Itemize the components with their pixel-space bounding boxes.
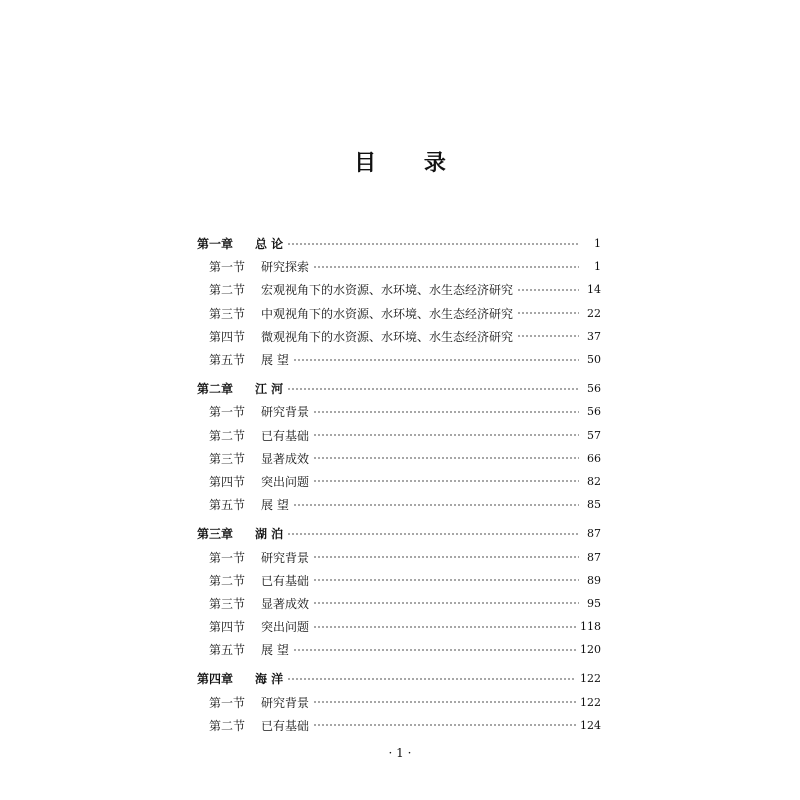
- toc-section-entry: [197, 615, 601, 638]
- page-number: 87: [587, 550, 601, 564]
- dot-leader: [517, 284, 579, 296]
- section-number: 第二节: [209, 283, 246, 298]
- dot-leader: [293, 644, 576, 656]
- section-number: 第二节: [209, 718, 246, 733]
- chapter-number: 第二章: [197, 382, 234, 397]
- dot-leader: [313, 696, 576, 708]
- section-title: 显著成效: [261, 451, 310, 466]
- section-title: 宏观视角下的水资源、水环境、水生态经济研究: [261, 283, 514, 298]
- dot-leader: [313, 429, 579, 441]
- toc-chapter-entry: [197, 667, 601, 690]
- section-title: 微观视角下的水资源、水环境、水生态经济研究: [261, 329, 514, 344]
- section-title: 展 望: [261, 498, 289, 513]
- section-title: 显著成效: [261, 596, 310, 611]
- section-title: 已有基础: [261, 573, 310, 588]
- page-number: 56: [587, 382, 601, 396]
- dot-leader: [287, 528, 579, 540]
- chapter-number: 第三章: [197, 527, 234, 542]
- page-number: 66: [587, 451, 601, 465]
- page-number: 89: [587, 573, 601, 587]
- section-number: 第二节: [209, 428, 246, 443]
- section-number: 第四节: [209, 474, 246, 489]
- chapter-number: 第一章: [197, 237, 234, 252]
- dot-leader: [313, 551, 579, 563]
- dot-leader: [287, 238, 579, 250]
- dot-leader: [313, 621, 576, 633]
- section-number: 第三节: [209, 306, 246, 321]
- section-number: 第五节: [209, 353, 246, 368]
- page-number: 57: [587, 428, 601, 442]
- page-number: 22: [587, 306, 601, 320]
- section-number: 第三节: [209, 596, 246, 611]
- dot-leader: [313, 452, 579, 464]
- chapter-title: 海 洋: [255, 672, 284, 687]
- section-title: 展 望: [261, 353, 289, 368]
- dot-leader: [313, 719, 576, 731]
- dot-leader: [287, 383, 579, 395]
- page-title: 目 录: [354, 151, 466, 176]
- toc-chapter-entry: [197, 232, 601, 255]
- section-title: 研究探索: [261, 260, 310, 275]
- section-number: 第一节: [209, 550, 246, 565]
- toc-section-entry: [197, 302, 601, 325]
- section-number: 第五节: [209, 498, 246, 513]
- page-number: 85: [587, 498, 601, 512]
- section-number: 第四节: [209, 620, 246, 635]
- dot-leader: [287, 673, 576, 685]
- dot-leader: [313, 261, 579, 273]
- toc-section-entry: [197, 470, 601, 493]
- page-number: 120: [580, 643, 601, 657]
- chapter-title: 江 河: [255, 382, 284, 397]
- section-number: 第一节: [209, 260, 246, 275]
- page-number: 122: [580, 695, 601, 709]
- toc-section-entry: [197, 278, 601, 301]
- dot-leader: [313, 597, 579, 609]
- section-number: 第一节: [209, 695, 246, 710]
- toc-section-entry: [197, 424, 601, 447]
- chapter-number: 第四章: [197, 672, 234, 687]
- toc-section-entry: [197, 569, 601, 592]
- chapter-title: 总 论: [255, 237, 284, 252]
- toc-section-entry: [197, 447, 601, 470]
- section-title: 研究背景: [261, 405, 310, 420]
- page-number: 1: [594, 237, 601, 251]
- page-number: 50: [587, 353, 601, 367]
- dot-leader: [517, 330, 579, 342]
- page-number: 122: [580, 672, 601, 686]
- toc-section-entry: [197, 592, 601, 615]
- page-number: 1: [594, 260, 601, 274]
- dot-leader: [293, 499, 579, 511]
- table-of-contents: [197, 232, 601, 737]
- page-number: 37: [587, 329, 601, 343]
- page-number: 87: [587, 527, 601, 541]
- section-title: 突出问题: [261, 474, 310, 489]
- page-number: 95: [587, 596, 601, 610]
- section-number: 第四节: [209, 329, 246, 344]
- section-number: 第一节: [209, 405, 246, 420]
- toc-chapter-entry: [197, 377, 601, 400]
- page-number: 82: [587, 474, 601, 488]
- toc-section-entry: [197, 691, 601, 714]
- toc-section-entry: [197, 400, 601, 423]
- toc-section-entry: [197, 325, 601, 348]
- section-title: 研究背景: [261, 695, 310, 710]
- toc-section-entry: [197, 545, 601, 568]
- section-number: 第二节: [209, 573, 246, 588]
- section-title: 中观视角下的水资源、水环境、水生态经济研究: [261, 306, 514, 321]
- section-title: 研究背景: [261, 550, 310, 565]
- chapter-title: 湖 泊: [255, 527, 284, 542]
- dot-leader: [313, 574, 579, 586]
- page-number: 14: [587, 283, 601, 297]
- toc-section-entry: [197, 255, 601, 278]
- dot-leader: [313, 475, 579, 487]
- toc-section-entry: [197, 348, 601, 371]
- toc-section-entry: [197, 493, 601, 516]
- dot-leader: [313, 406, 579, 418]
- page-number: 56: [587, 405, 601, 419]
- page-number-footer: · 1 ·: [388, 746, 412, 760]
- section-title: 突出问题: [261, 620, 310, 635]
- toc-section-entry: [197, 638, 601, 661]
- section-title: 展 望: [261, 643, 289, 658]
- section-number: 第三节: [209, 451, 246, 466]
- section-title: 已有基础: [261, 428, 310, 443]
- page-number: 118: [580, 620, 601, 634]
- dot-leader: [517, 307, 579, 319]
- section-title: 已有基础: [261, 718, 310, 733]
- toc-section-entry: [197, 714, 601, 737]
- dot-leader: [293, 354, 579, 366]
- section-number: 第五节: [209, 643, 246, 658]
- toc-chapter-entry: [197, 522, 601, 545]
- page-number: 124: [580, 718, 601, 732]
